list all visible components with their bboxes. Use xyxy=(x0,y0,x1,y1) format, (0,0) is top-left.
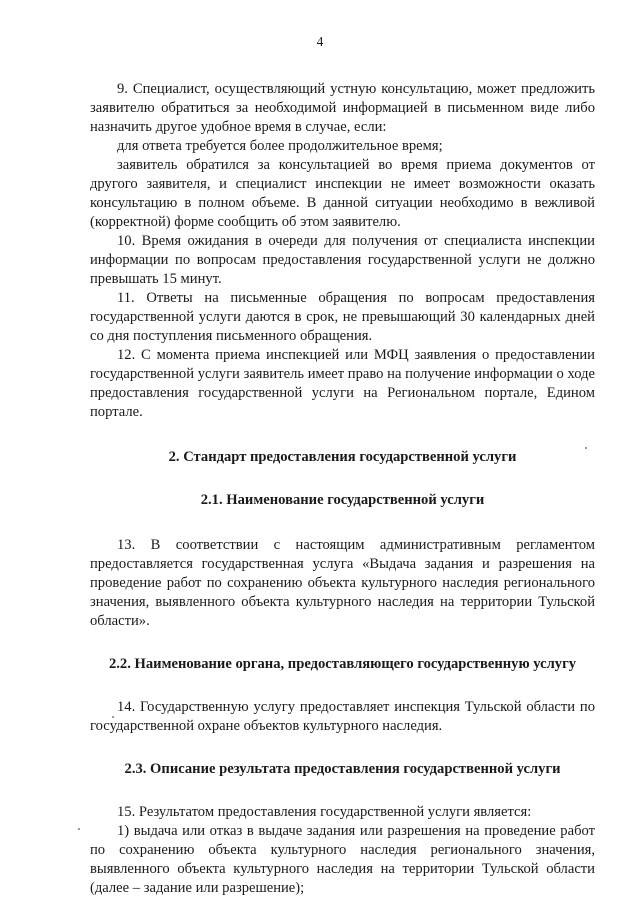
section-heading-2: 2. Стандарт предоставления государственной услуги xyxy=(168,449,517,465)
document-body xyxy=(90,80,595,898)
paragraph-15: 15. Результатом предоставления государственной услуги является: xyxy=(117,804,532,820)
paragraph-14: 14. Государственную услугу предоставляет инспекция Тульской области по государственной охране объектов культурного наследия. xyxy=(90,699,595,734)
paragraph-12: 12. С момента приема инспекцией или МФЦ заявления о предоставлении государственной услуги заявитель имеет право на получение информации о ходе предоставления государственной услуги на Региональном портале, Едином портале. xyxy=(90,347,595,420)
paragraph-9-item-2: заявитель обратился за консультацией во время приема документов от другого заявителя, и специалист инспекции не имеет возможности оказать консультацию в полном объеме. В данной ситуации необходимо в вежливой (корректной) форме сообщить об этом заявителю. xyxy=(90,157,595,230)
scan-speck xyxy=(78,828,80,830)
scan-speck xyxy=(585,447,587,449)
page-number: 4 xyxy=(316,34,324,49)
section-heading-2-1: 2.1. Наименование государственной услуги xyxy=(200,492,485,508)
paragraph-15-item-1: 1) выдача или отказ в выдаче задания или разрешения на проведение работ по сохранению объекта культурного наследия регионального значения, выявленного объекта культурного наследия на территории Тульской области (далее – задание или разрешение); xyxy=(90,823,595,896)
section-heading-2-2: 2.2. Наименование органа, предоставляющего государственную услугу xyxy=(108,656,577,672)
section-heading-2-3: 2.3. Описание результата предоставления государственной услуги xyxy=(124,761,561,777)
scan-speck xyxy=(112,716,114,718)
paragraph-9-item-1: для ответа требуется более продолжительное время; xyxy=(117,138,443,154)
paragraph-10: 10. Время ожидания в очереди для получения от специалиста инспекции информации по вопросам предоставления государственной услуги не должно превышать 15 минут. xyxy=(90,233,595,287)
paragraph-11: 11. Ответы на письменные обращения по вопросам предоставления государственной услуги даются в срок, не превышающий 30 календарных дней со дня поступления письменного обращения. xyxy=(90,290,595,344)
paragraph-13: 13. В соответствии с настоящим административным регламентом предоставляется государственная услуга «Выдача задания и разрешения на проведение работ по сохранению объекта культурного наследия регионального значения, выявленного объекта культурного наследия на территории Тульской области». xyxy=(90,537,595,629)
paragraph-9: 9. Специалист, осуществляющий устную консультацию, может предложить заявителю обратиться за необходимой информацией в письменном виде либо назначить другое удобное время в случае, если: xyxy=(90,81,595,135)
